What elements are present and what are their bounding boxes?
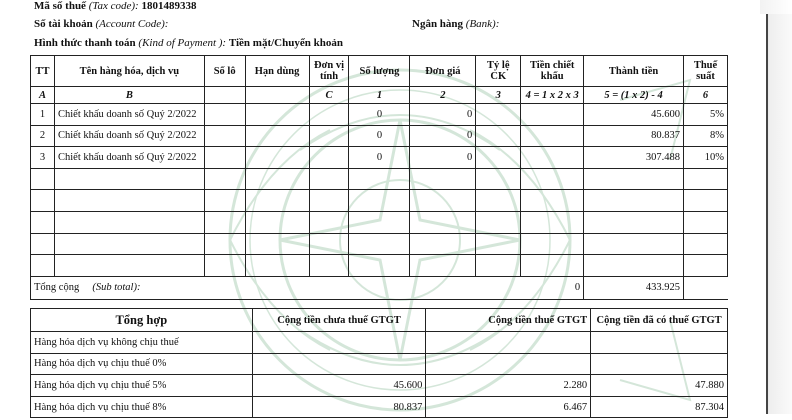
items-table xyxy=(30,55,728,300)
row-name: Chiết khấu doanh số Quý 2/2022 xyxy=(54,125,204,147)
empty-row xyxy=(31,233,728,255)
index-cell xyxy=(204,87,245,104)
col-header: Tên hàng hóa, dịch vụ xyxy=(54,56,204,87)
account-label: Số tài khoản xyxy=(34,18,93,30)
tax-code-label: Mã số thuế xyxy=(34,0,86,12)
row-name: Chiết khấu doanh số Quý 2/2022 xyxy=(54,147,204,169)
empty-row xyxy=(31,168,728,190)
summary-row xyxy=(31,375,728,397)
summary-total xyxy=(591,353,728,375)
subtotal-discount: 0 xyxy=(521,276,584,299)
summary-label: Hàng hóa dịch vụ chịu thuế 8% xyxy=(31,396,253,418)
summary-header-row xyxy=(31,309,728,332)
index-cell: 4 = 1 x 2 x 3 xyxy=(521,87,584,104)
bank-line xyxy=(412,18,499,30)
subtotal-amount: 433.925 xyxy=(584,276,684,299)
summary-pre-tax: 45.600 xyxy=(252,375,426,397)
empty-row xyxy=(31,190,728,212)
row-qty: 0 xyxy=(349,147,410,169)
table-row xyxy=(31,125,728,147)
payment-label: Hình thức thanh toán xyxy=(34,37,136,49)
row-tax: 10% xyxy=(683,147,727,169)
summary-tax: 6.467 xyxy=(426,396,591,418)
col-header: Tiền chiết khấu xyxy=(521,56,584,87)
payment-line xyxy=(34,37,343,49)
col-header: Số lô xyxy=(204,56,245,87)
summary-col-header: Cộng tiền thuế GTGT xyxy=(426,309,591,332)
row-amount: 45.600 xyxy=(584,104,684,126)
index-cell: C xyxy=(309,87,349,104)
payment-value: Tiền mặt/Chuyển khoản xyxy=(228,37,343,49)
empty-row xyxy=(31,255,728,277)
subtotal-label: Tổng cộng xyxy=(34,282,80,294)
col-header: Thành tiền xyxy=(584,56,684,87)
row-name: Chiết khấu doanh số Quý 2/2022 xyxy=(54,104,204,126)
tax-code-line xyxy=(34,0,196,12)
table-row xyxy=(31,147,728,169)
empty-row xyxy=(31,211,728,233)
summary-pre-tax: 80.837 xyxy=(252,396,426,418)
summary-label: Hàng hóa dịch vụ chịu thuế 5% xyxy=(31,375,253,397)
row-price: 0 xyxy=(410,147,476,169)
row-tt: 1 xyxy=(31,104,55,126)
summary-pre-tax xyxy=(252,353,426,375)
subtotal-en: (Sub total): xyxy=(92,282,141,294)
summary-total: 47.880 xyxy=(591,375,728,397)
row-tax: 8% xyxy=(683,125,727,147)
summary-tax xyxy=(426,353,591,375)
summary-tax: 2.280 xyxy=(426,375,591,397)
items-header-row xyxy=(31,56,728,87)
bank-label: Ngân hàng xyxy=(412,18,464,30)
summary-col-header: Cộng tiền đã có thuế GTGT xyxy=(591,309,728,332)
row-price: 0 xyxy=(410,104,476,126)
subtotal-label-cell xyxy=(31,276,521,299)
summary-row xyxy=(31,332,728,354)
index-cell: 3 xyxy=(476,87,521,104)
index-cell: 5 = (1 x 2) - 4 xyxy=(584,87,684,104)
account-en: (Account Code): xyxy=(95,18,169,30)
row-tt: 2 xyxy=(31,125,55,147)
row-qty: 0 xyxy=(349,125,410,147)
row-qty: 0 xyxy=(349,104,410,126)
summary-label: Hàng hóa dịch vụ chịu thuế 0% xyxy=(31,353,253,375)
summary-total: 87.304 xyxy=(591,396,728,418)
col-header: Thuế suất xyxy=(683,56,727,87)
col-header: TT xyxy=(31,56,55,87)
index-cell: A xyxy=(31,87,55,104)
tax-code-value: 1801489338 xyxy=(141,0,197,12)
summary-total xyxy=(591,332,728,354)
row-tt: 3 xyxy=(31,147,55,169)
subtotal-row xyxy=(31,276,728,299)
tax-code-en: (Tax code): xyxy=(88,0,139,12)
index-cell: 6 xyxy=(683,87,727,104)
summary-table xyxy=(30,308,728,418)
payment-en: (Kind of Payment ): xyxy=(138,37,227,49)
viewer-side-shadow xyxy=(766,0,792,414)
index-cell xyxy=(245,87,309,104)
bank-en: (Bank): xyxy=(465,18,500,30)
index-cell: 2 xyxy=(410,87,476,104)
account-line xyxy=(34,18,168,30)
summary-row xyxy=(31,353,728,375)
summary-pre-tax xyxy=(252,332,426,354)
summary-tax xyxy=(426,332,591,354)
row-price: 0 xyxy=(410,125,476,147)
col-header: Hạn dùng xyxy=(245,56,309,87)
col-header: Số lượng xyxy=(349,56,410,87)
row-tax: 5% xyxy=(683,104,727,126)
summary-col-header: Cộng tiền chưa thuế GTGT xyxy=(252,309,426,332)
summary-col-header: Tổng hợp xyxy=(31,309,253,332)
col-header: Đơn vị tính xyxy=(309,56,349,87)
viewer-corner xyxy=(760,0,792,14)
row-amount: 80.837 xyxy=(584,125,684,147)
index-cell: B xyxy=(54,87,204,104)
col-header: Đơn giá xyxy=(410,56,476,87)
summary-label: Hàng hóa dịch vụ không chịu thuế xyxy=(31,332,253,354)
items-index-row xyxy=(31,87,728,104)
row-amount: 307.488 xyxy=(584,147,684,169)
index-cell: 1 xyxy=(349,87,410,104)
summary-row xyxy=(31,396,728,418)
table-row xyxy=(31,104,728,126)
col-header: Tỷ lệ CK xyxy=(476,56,521,87)
